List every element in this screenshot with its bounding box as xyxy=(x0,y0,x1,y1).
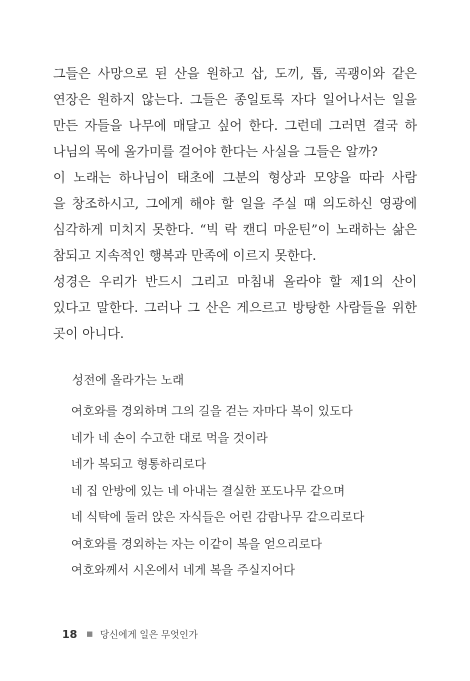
page-number: 18 xyxy=(62,627,78,641)
verse-line: 네 식탁에 둘러 앉은 자식들은 어린 감람나무 같으리로다 xyxy=(71,510,365,524)
body-line: 을 창조하시고, 그에게 해야 할 일을 주실 때 의도하신 영광에 xyxy=(53,197,417,212)
verse-list xyxy=(71,398,364,584)
verse-line: 여호와를 경외하는 자는 이같이 복을 얻으리로다 xyxy=(71,536,322,551)
body-line: 성경은 우리가 반드시 그리고 마침내 올라야 할 제1의 산이 xyxy=(53,275,417,290)
body-line: 심각하게 미치지 못한다. “빅 락 캔디 마운틴”이 노래하는 삶은 xyxy=(53,223,417,238)
body-line: 그들은 사망으로 된 산을 원하고 삽, 도끼, 톱, 곡괭이와 같은 xyxy=(53,67,417,82)
body-line: 나님의 목에 올가미를 걸어야 한다는 사실을 그들은 알까? xyxy=(53,145,378,160)
verse-line: 여호와를 경외하며 그의 길을 걷는 자마다 복이 있도다 xyxy=(71,404,353,418)
verse-line: 네 집 안방에 있는 네 아내는 결실한 포도나무 같으며 xyxy=(71,483,345,498)
verse-line: 여호와께서 시온에서 네게 복을 주실지어다 xyxy=(71,563,295,577)
verse-line: 네가 복되고 형통하리로다 xyxy=(71,457,207,471)
body-text xyxy=(53,62,417,348)
page-footer xyxy=(62,627,198,641)
body-line: 참되고 지속적인 행복과 만족에 이르지 못한다. xyxy=(53,249,317,264)
body-line: 이 노래는 하나님이 태초에 그분의 형상과 모양을 따라 사람 xyxy=(53,171,417,186)
section-heading: 성전에 올라가는 노래 xyxy=(72,373,184,387)
separator-square-icon: ■ xyxy=(86,630,93,638)
body-line: 만든 자들을 나무에 매달고 싶어 한다. 그런데 그러면 결국 하 xyxy=(53,119,417,134)
body-line: 연장은 원하지 않는다. 그들은 종일토록 자다 일어나서는 일을 xyxy=(53,93,417,108)
body-line: 있다고 말한다. 그러나 그 산은 게으르고 방탕한 사람들을 위한 xyxy=(53,301,417,316)
verse-line: 네가 네 손이 수고한 대로 먹을 것이라 xyxy=(71,430,268,445)
running-title: 당신에게 일은 무엇인가 xyxy=(99,630,198,641)
body-line: 곳이 아니다. xyxy=(53,327,125,342)
